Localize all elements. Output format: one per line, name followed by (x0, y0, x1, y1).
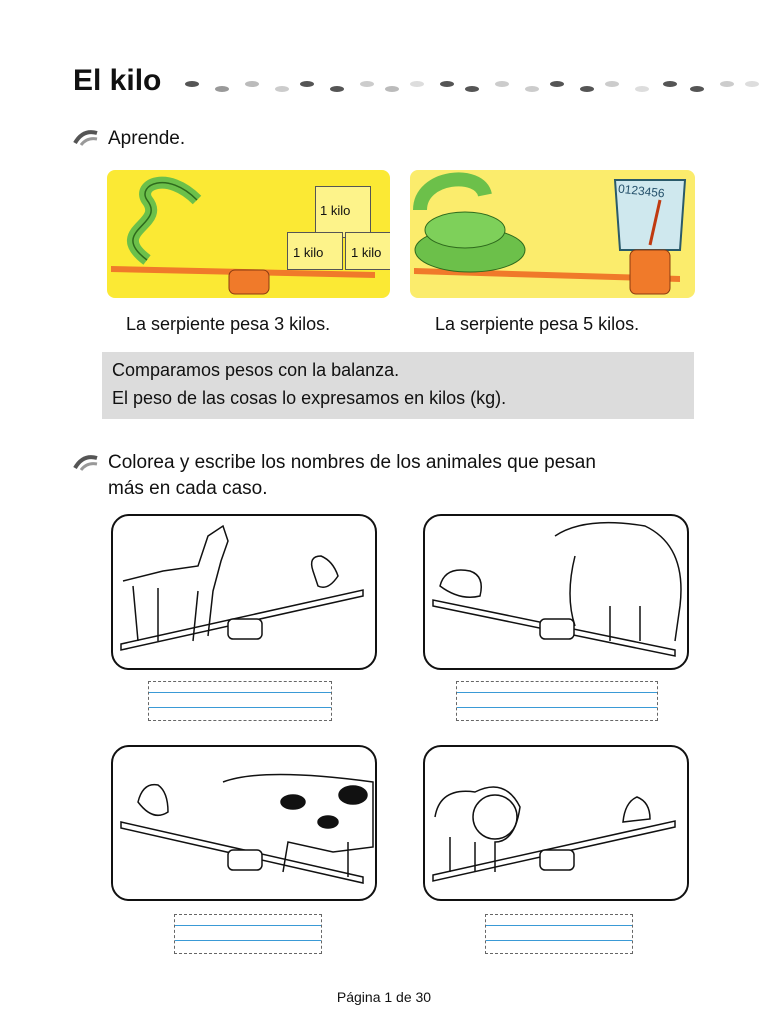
instruction-colorea-1: Colorea y escribe los nombres de los animales que pesan (108, 452, 596, 473)
lion-mouse-scale-icon (425, 747, 687, 899)
panel-horse-chick[interactable] (111, 514, 377, 670)
answer-box-4[interactable] (485, 914, 633, 954)
answer-box-1[interactable] (148, 681, 332, 721)
answer-box-2[interactable] (456, 681, 658, 721)
rule-line-1: Comparamos pesos con la balanza. (112, 360, 400, 380)
weight-top: 1 kilo (320, 203, 351, 218)
pencil-icon (73, 452, 99, 472)
instruction-colorea-2: más en cada caso. (108, 478, 268, 499)
title-decoration (182, 76, 762, 100)
weight-right: 1 kilo (351, 245, 382, 260)
panel-lion-mouse[interactable] (423, 745, 689, 901)
rabbit-elephant-scale-icon (425, 516, 687, 668)
caption-left: La serpiente pesa 3 kilos. (126, 314, 331, 334)
rule-line-2: El peso de las cosas lo expresamos en kilos (kg). (112, 388, 507, 408)
page-title: El kilo (73, 64, 162, 97)
panel-rabbit-elephant[interactable] (423, 514, 689, 670)
weight-left: 1 kilo (293, 245, 324, 260)
horse-chick-scale-icon (113, 516, 375, 668)
caption-right: La serpiente pesa 5 kilos. (435, 314, 640, 334)
illustration-snake-3-kilos (107, 170, 390, 298)
instruction-aprende: Aprende. (108, 128, 186, 149)
illustration-snake-5-kilos (410, 170, 695, 298)
scale-dial-numbers: 0123456 (617, 181, 666, 201)
rule-box (102, 352, 694, 419)
answer-box-3[interactable] (174, 914, 322, 954)
panel-hen-cow[interactable] (111, 745, 377, 901)
page-number: Página 1 de 30 (336, 989, 432, 1005)
hen-cow-scale-icon (113, 747, 375, 899)
pencil-icon (73, 127, 99, 147)
